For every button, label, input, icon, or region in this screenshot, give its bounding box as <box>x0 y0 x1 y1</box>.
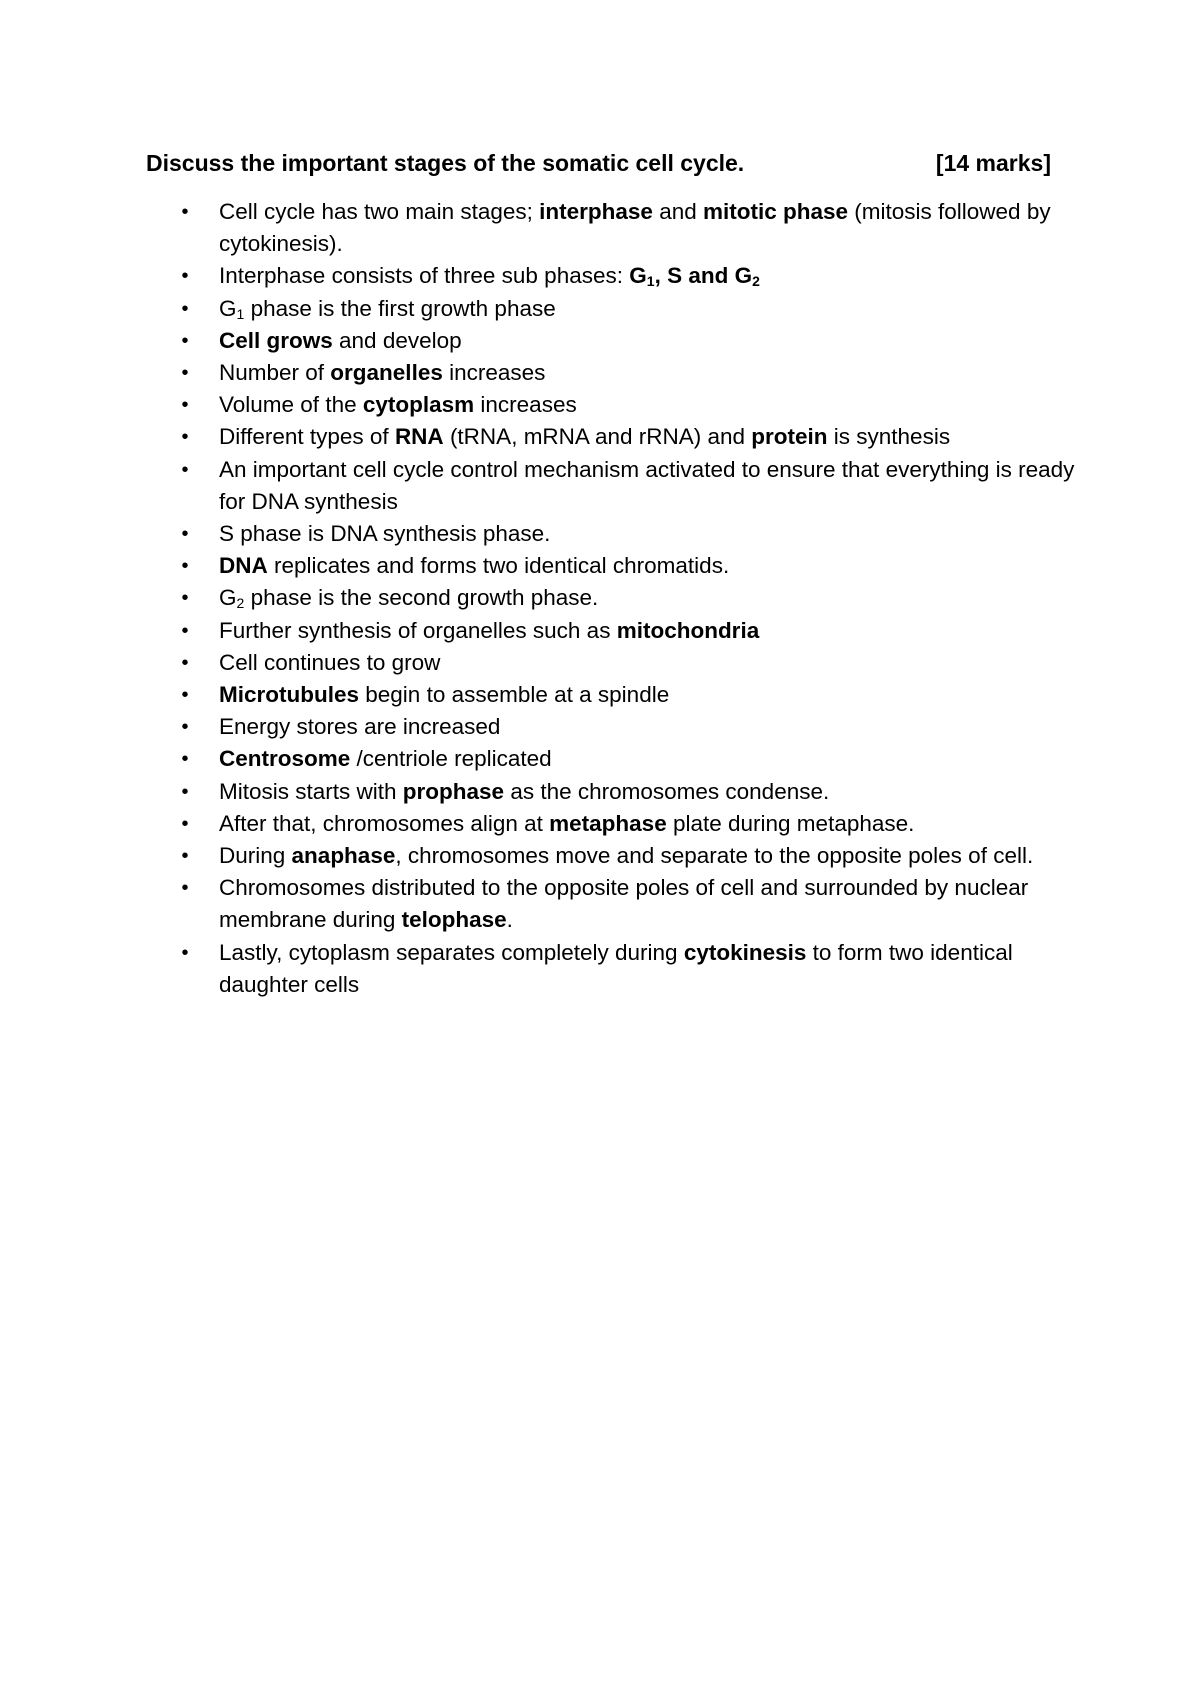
list-item-text: Number of <box>219 360 331 386</box>
list-item <box>146 582 1076 614</box>
list-item <box>146 937 1076 1001</box>
bold-term: cytoplasm <box>362 392 475 418</box>
subscript-text: 1 <box>236 305 245 322</box>
list-item-text: . <box>506 907 513 933</box>
list-item-text: Interphase consists of three sub phases: <box>219 263 630 289</box>
list-item-text: Further synthesis of organelles such as <box>219 617 617 643</box>
list-item-text: Lastly, cytoplasm separates completely during <box>219 939 684 965</box>
list-item-text: is synthesis <box>827 424 951 450</box>
list-item-text: phase is the first growth phase <box>244 295 556 321</box>
bullet-icon: • <box>181 684 189 707</box>
bullet-icon: • <box>181 780 189 803</box>
list-item <box>146 615 1076 647</box>
list-item <box>146 840 1076 872</box>
list-item-text: begin to assemble at a spindle <box>359 682 670 708</box>
bullet-icon: • <box>181 394 189 417</box>
list-item-text: increases <box>442 360 546 386</box>
list-item-text: G <box>219 585 237 611</box>
list-item <box>146 776 1076 808</box>
bold-term: metaphase <box>549 810 667 836</box>
bold-term: telophase <box>401 907 507 933</box>
subscript-text: 2 <box>752 273 760 290</box>
list-item-text: Energy stores are increased <box>219 714 501 740</box>
bold-term: organelles <box>330 360 443 386</box>
list-item-text: G <box>219 295 237 321</box>
list-item-text: Mitosis starts with <box>219 778 403 804</box>
bold-term: Microtubules <box>219 682 360 708</box>
list-item <box>146 260 1076 292</box>
bullet-icon: • <box>181 329 189 352</box>
list-item-text: and develop <box>332 327 462 353</box>
list-item-text: (tRNA, mRNA and rRNA) and <box>443 424 752 450</box>
list-item-text: (mitosis followed by cytokinesis). <box>219 199 1051 257</box>
bullet-icon: • <box>181 877 189 900</box>
list-item <box>146 679 1076 711</box>
bold-term: interphase <box>539 199 653 224</box>
bullet-icon: • <box>181 362 189 385</box>
list-item-text: S phase is DNA synthesis phase. <box>219 521 551 547</box>
bullet-icon: • <box>181 845 189 868</box>
bold-term: DNA <box>219 553 268 579</box>
bullet-icon: • <box>181 201 189 223</box>
list-item <box>146 872 1076 936</box>
question-text: Discuss the important stages of the somatic cell cycle. <box>146 150 745 176</box>
list-item <box>146 550 1076 582</box>
list-item-text: During <box>219 843 292 869</box>
subscript-text: 1 <box>646 273 655 290</box>
bold-term: mitochondria <box>616 617 760 643</box>
bold-term: anaphase <box>291 843 396 869</box>
list-item-text: Different types of <box>219 424 395 450</box>
list-item-text: phase is the second growth phase. <box>244 585 599 611</box>
bullet-icon: • <box>181 716 189 739</box>
list-item-text: An important cell cycle control mechanism activated to ensure that everything is ready for DNA synthesis <box>219 456 1075 514</box>
list-item <box>146 293 1076 325</box>
list-item <box>146 711 1076 743</box>
list-item-text: Cell continues to grow <box>219 649 441 675</box>
bold-term: Centrosome <box>219 746 351 772</box>
list-item-text: /centriole replicated <box>350 746 552 772</box>
bullet-icon: • <box>181 651 189 674</box>
list-item <box>146 647 1076 679</box>
list-item <box>146 357 1076 389</box>
bullet-icon: • <box>181 941 189 964</box>
bullet-icon: • <box>181 458 189 481</box>
bold-term: cytokinesis <box>683 939 807 965</box>
list-item <box>146 454 1076 518</box>
list-item <box>146 421 1076 453</box>
bullet-icon: • <box>181 619 189 642</box>
bold-term: prophase <box>402 778 505 804</box>
subscript-text: 2 <box>236 595 245 612</box>
list-item-text: to form two identical daughter cells <box>219 939 1013 997</box>
list-item <box>146 325 1076 357</box>
list-item <box>146 808 1076 840</box>
question-heading <box>146 146 1051 180</box>
bold-term: mitotic phase <box>702 199 849 224</box>
bold-term: , S and G <box>654 263 753 289</box>
list-item-text: as the chromosomes condense. <box>504 778 830 804</box>
list-item-text: and <box>652 199 703 224</box>
marks-label: [14 marks] <box>935 150 1051 176</box>
bullet-icon: • <box>181 587 189 610</box>
bullet-icon: • <box>181 555 189 578</box>
list-item-text: , chromosomes move and separate to the opposite poles of cell. <box>395 843 1034 869</box>
list-item-text: After that, chromosomes align at <box>219 810 550 836</box>
list-item <box>146 389 1076 421</box>
bullet-icon: • <box>181 297 189 320</box>
list-item <box>146 518 1076 550</box>
list-item-text: increases <box>474 392 577 418</box>
list-item <box>146 743 1076 775</box>
bold-term: protein <box>751 424 828 450</box>
list-item <box>146 196 1076 260</box>
bullet-icon: • <box>181 426 189 449</box>
answer-bullet-list <box>146 196 1076 1001</box>
bullet-icon: • <box>181 523 189 546</box>
list-item-text: replicates and forms two identical chromatids. <box>267 553 730 579</box>
bullet-icon: • <box>181 812 189 835</box>
bold-term: G <box>629 263 647 289</box>
list-item-text: Volume of the <box>219 392 363 418</box>
bullet-icon: • <box>181 748 189 771</box>
list-item-text: Chromosomes distributed to the opposite poles of cell and surrounded by nuclear membrane during <box>219 875 1029 933</box>
list-item-text: Cell cycle has two main stages; <box>219 199 540 224</box>
list-item-text: plate during metaphase. <box>666 810 915 836</box>
bullet-icon: • <box>181 265 189 288</box>
bold-term: Cell grows <box>219 327 333 353</box>
bold-term: RNA <box>394 424 444 450</box>
